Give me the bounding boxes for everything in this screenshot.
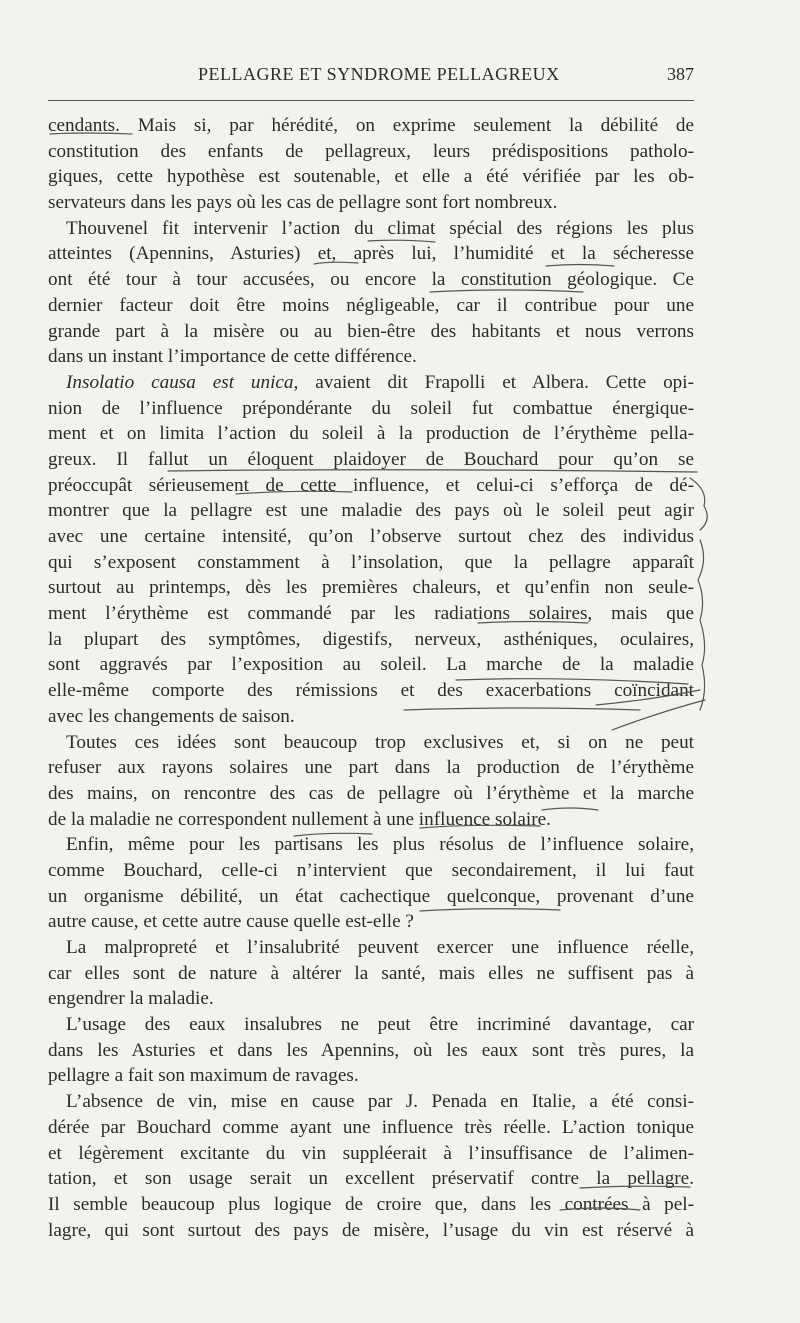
text-line: comme Bouchard, celle-ci n’intervient que secondairement, il lui faut bbox=[48, 859, 694, 881]
text-line: Toutes ces idées sont beaucoup trop exclusives et, si on ne peut bbox=[66, 731, 694, 753]
text-line: et légèrement excitante du vin suppléerait à l’insuffisance de l’alimen- bbox=[48, 1142, 694, 1164]
text-line: avec une certaine intensité, qu’on l’observe surtout chez des individus bbox=[48, 526, 694, 547]
text-line: tation, et son usage serait un excellent préservatif contre la pellagre. bbox=[48, 1168, 694, 1190]
text-line: engendrer la maladie. bbox=[48, 988, 214, 1010]
text-line: cendants. Mais si, par hérédité, on exprime seulement la débilité de bbox=[48, 115, 694, 136]
header-rule bbox=[48, 100, 694, 101]
text-line: elle-même comporte des rémissions et des exacerbations coïncidant bbox=[48, 680, 694, 702]
text-line: avec les changements de saison. bbox=[48, 705, 295, 727]
text-line: constitution des enfants de pellagreux, leurs prédispositions patholo- bbox=[48, 140, 694, 162]
text-line: dans un instant l’importance de cette différence. bbox=[48, 346, 417, 368]
text-line: ont été tour à tour accusées, ou encore la constitution géologique. Ce bbox=[48, 269, 694, 291]
text-line: la plupart des symptômes, digestifs, nerveux, asthéniques, oculaires, bbox=[48, 628, 694, 650]
text-line: servateurs dans les pays où les cas de pellagre sont fort nombreux. bbox=[48, 192, 558, 214]
text-line: ment l’érythème est commandé par les radiations solaires, mais que bbox=[48, 603, 694, 625]
text-line: des mains, on rencontre des cas de pellagre où l’érythème et la marche bbox=[48, 782, 694, 804]
text-line: préoccupât sérieusement de cette influence, et celui-ci s’efforça de dé- bbox=[48, 474, 694, 496]
text-line: Thouvenel fit intervenir l’action du climat spécial des régions les plus bbox=[66, 217, 694, 239]
text-line: pellagre a fait son maximum de ravages. bbox=[48, 1065, 359, 1087]
text-line: refuser aux rayons solaires une part dans la production de l’érythème bbox=[48, 757, 694, 779]
running-title: PELLAGRE ET SYNDROME PELLAGREUX bbox=[198, 64, 560, 84]
text-line bbox=[48, 370, 694, 396]
text-line: lagre, qui sont surtout des pays de misère, l’usage du vin est réservé à bbox=[48, 1219, 694, 1241]
italic-quote: Insolatio causa est unica, bbox=[66, 371, 299, 393]
text-line: L’usage des eaux insalubres ne peut être incriminé davantage, car bbox=[66, 1014, 694, 1036]
text-line: qui s’exposent constamment à l’insolation, que la pellagre apparaît bbox=[48, 551, 694, 573]
text-line: giques, cette hypothèse est soutenable, et elle a été vérifiée par les ob- bbox=[48, 166, 694, 188]
text-line: Il semble beaucoup plus logique de croire que, dans les contrées à pel- bbox=[48, 1193, 694, 1215]
text-line: greux. Il fallut un éloquent plaidoyer de Bouchard pour qu’on se bbox=[48, 448, 694, 470]
margin-bracket bbox=[698, 540, 705, 710]
text-line: montrer que la pellagre est une maladie des pays où le soleil peut agir bbox=[48, 500, 694, 522]
text-line: ment et on limita l’action du soleil à la production de l’érythème pella- bbox=[48, 423, 694, 445]
text-line: atteintes (Apennins, Asturies) et, après lui, l’humidité et la sécheresse bbox=[48, 243, 694, 265]
text-line: grande part à la misère ou au bien-être des habitants et nous verrons bbox=[48, 320, 694, 342]
body-text bbox=[48, 113, 694, 1243]
text-line: dans les Asturies et dans les Apennins, où les eaux sont très pures, la bbox=[48, 1039, 694, 1061]
text-line: nion de l’influence prépondérante du soleil fut combattue énergique- bbox=[48, 397, 694, 419]
text-line: car elles sont de nature à altérer la santé, mais elles ne suffisent pas à bbox=[48, 962, 694, 984]
text-line: autre cause, et cette autre cause quelle est-elle ? bbox=[48, 911, 414, 933]
text-line: dérée par Bouchard comme ayant une influence très réelle. L’action tonique bbox=[48, 1116, 694, 1138]
text-line: L’absence de vin, mise en cause par J. Penada en Italie, a été consi- bbox=[66, 1091, 694, 1113]
page-header bbox=[48, 60, 694, 90]
text-line: La malpropreté et l’insalubrité peuvent exercer une influence réelle, bbox=[66, 937, 694, 958]
text-line: de la maladie ne correspondent nullement à une influence solaire. bbox=[48, 808, 551, 830]
text-line-rest: avaient dit Frapolli et Albera. Cette opi- bbox=[315, 371, 694, 393]
text-line: sont aggravés par l’exposition au soleil. La marche de la maladie bbox=[48, 654, 694, 676]
text-line: dernier facteur doit être moins négligeable, car il contribue pour une bbox=[48, 294, 694, 316]
text-line: un organisme débilité, un état cachectique quelconque, provenant d’une bbox=[48, 885, 694, 907]
text-line: Enfin, même pour les partisans les plus résolus de l’influence solaire, bbox=[66, 834, 694, 856]
page-number: 387 bbox=[667, 64, 694, 84]
text-line: surtout au printemps, dès les premières chaleurs, et qu’enfin non seule- bbox=[48, 577, 694, 599]
